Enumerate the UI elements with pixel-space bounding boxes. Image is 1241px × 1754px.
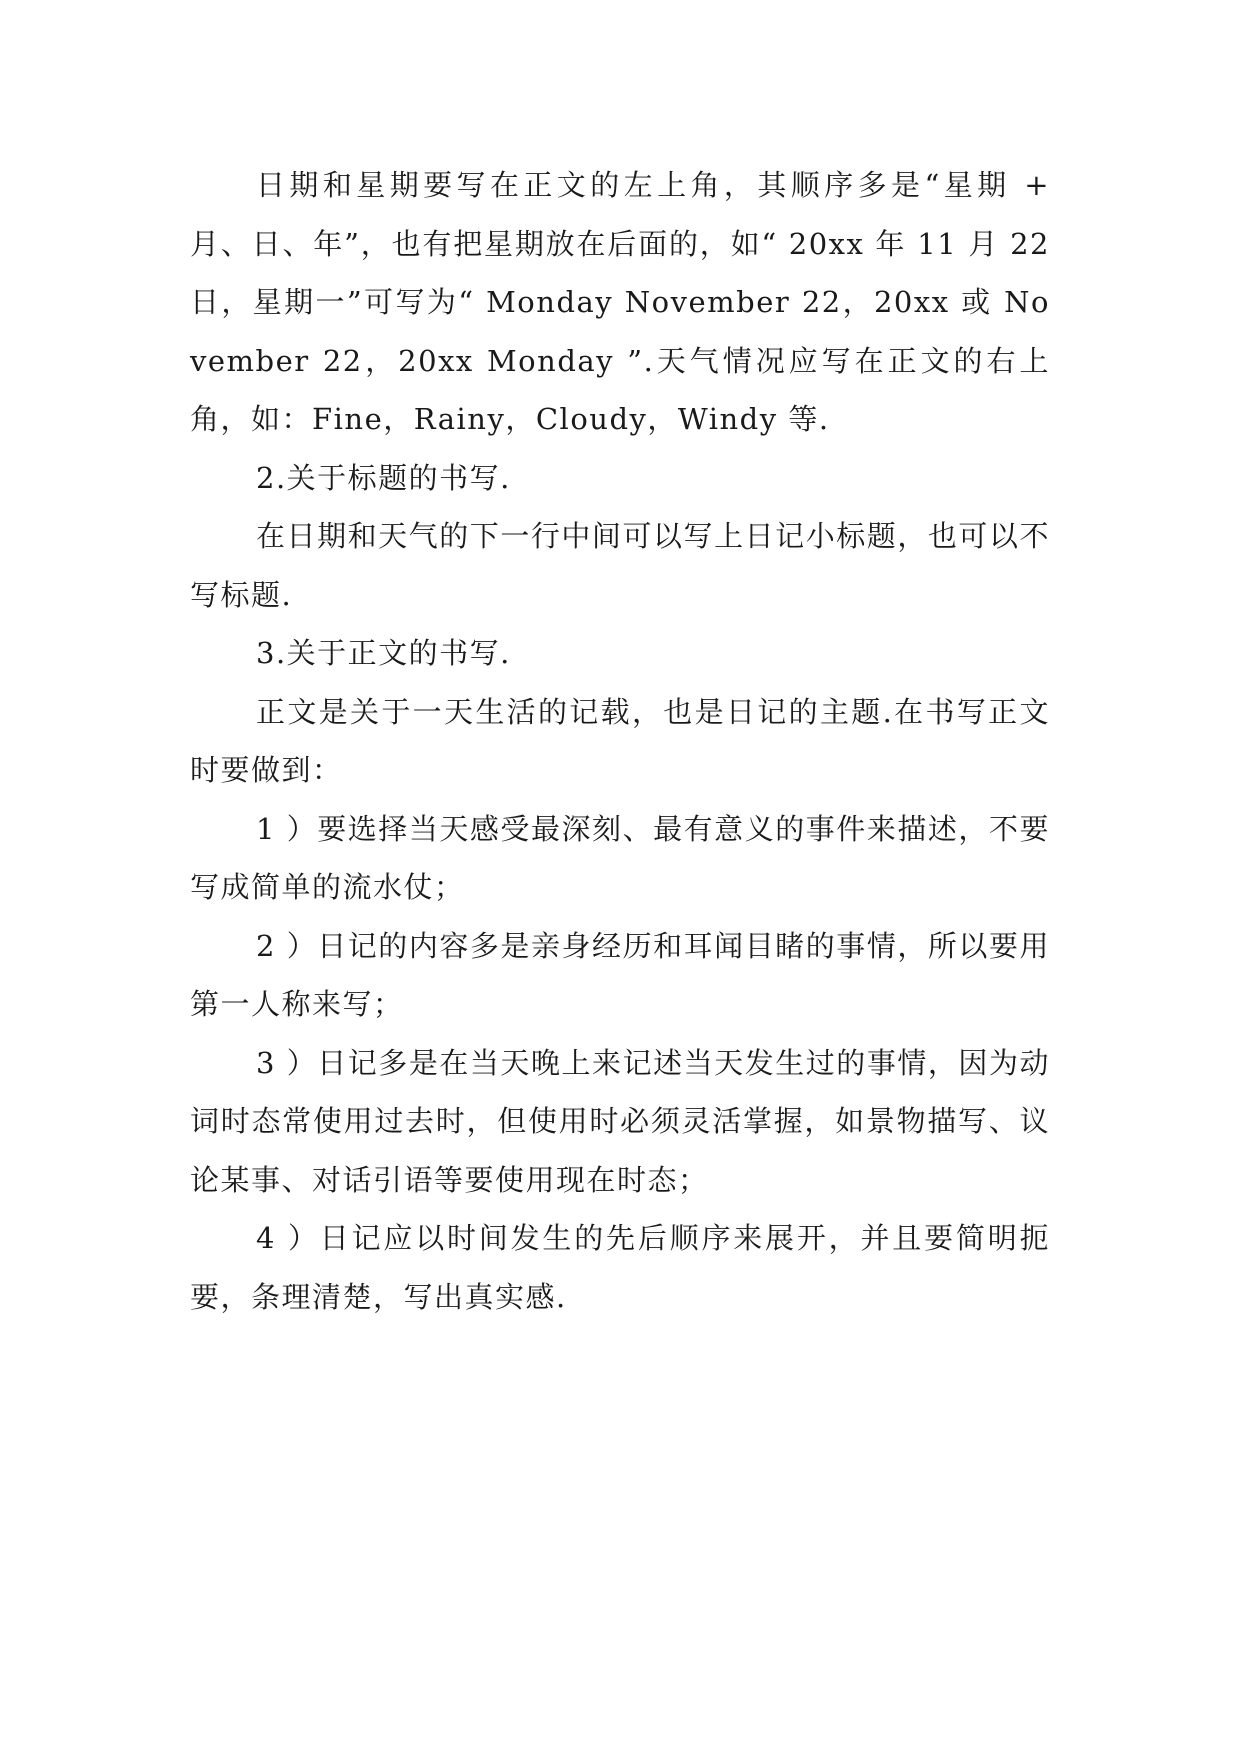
paragraph-item-1: 1 ）要选择当天感受最深刻、最有意义的事件来描述，不要写成简单的流水仗； [190,811,1050,904]
paragraph-heading-title: 2.关于标题的书写. [256,460,511,495]
paragraph-title-rule: 在日期和天气的下一行中间可以写上日记小标题，也可以不写标题. [190,519,1050,612]
paragraph-item-2: 2 ）日记的内容多是亲身经历和耳闻目睹的事情，所以要用第一人称来写； [190,928,1050,1021]
paragraph-heading-body: 3.关于正文的书写. [256,636,511,670]
paragraph-item-3: 3 ）日记多是在当天晚上来记述当天发生过的事情，因为动词时态常使用过去时，但使用时必须灵活掌握，如景物描写、议论某事、对话引语等要使用现在时态； [190,1045,1050,1197]
paragraph-body-intro: 正文是关于一天生活的记载，也是日记的主题.在书写正文时要做到： [190,694,1050,787]
document-body [190,156,1050,1326]
paragraph-date-weekday: 日期和星期要写在正文的左上角，其顺序多是“星期 + 月、日、年”，也有把星期放在后面的，如“ 20xx 年 11 月 22 日，星期一”可写为“ Monday November 22，20xx 或 November 22，20xx Monday ”.天气情况应写在正文的右上角，如：Fine，Rainy，Cloudy，Windy 等. [190,168,1050,436]
paragraph-item-4: 4 ）日记应以时间发生的先后顺序来展开，并且要简明扼要，条理清楚，写出真实感. [190,1221,1050,1314]
